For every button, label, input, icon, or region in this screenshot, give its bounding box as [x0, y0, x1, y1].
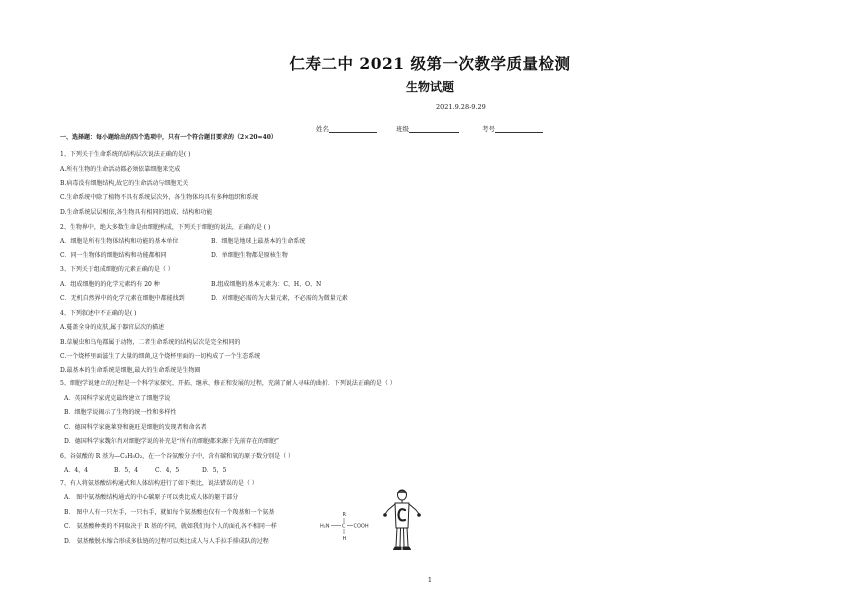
exam-subtitle: 生物试题: [405, 80, 454, 94]
figure-right-leg-inner: [404, 528, 405, 546]
q5-option-b[interactable]: B．细胞学说揭示了生物的统一性和多样性: [64, 409, 177, 416]
q5-stem: 5、细胞学说建立的过程是一个科学家探究、开拓、继承、修正和发展的过程，充满了耐人寻味的曲折．下列说法正确的是（ ）: [60, 380, 396, 387]
name-label: 姓名: [316, 125, 329, 133]
q6-option-c[interactable]: C．4，5: [155, 467, 180, 474]
exam-title: 仁寿二中 2021 级第一次教学质量检测: [289, 54, 571, 73]
figure-right-arm: [409, 504, 419, 514]
q2-option-c[interactable]: C．同一生物体的细胞结构和功能都相同: [60, 252, 167, 259]
q4-stem: 4、下列叙述中不正确的是( ): [60, 310, 137, 317]
q3-option-c[interactable]: C．无机自然界中的化学元素在细胞中都能找到: [60, 295, 185, 302]
figure-left-arm: [385, 504, 395, 514]
formula-h2n-label: H₂N: [320, 523, 330, 530]
name-blank[interactable]: [329, 126, 377, 133]
q1-option-b[interactable]: B.病毒没有细胞结构,故它的生命活动与细胞无关: [60, 180, 189, 187]
q6-option-a[interactable]: A．4，4: [64, 467, 88, 474]
q1-stem: 1、下列关于生命系统的结构层次说法正确的是( ): [60, 151, 191, 158]
exam-no-field[interactable]: [482, 124, 543, 133]
q2-option-d[interactable]: D．单细胞生物都是原核生物: [211, 252, 288, 259]
exam-no-blank[interactable]: [495, 126, 543, 133]
q3-option-d[interactable]: D．对细胞必需的为大量元素，不必需的为微量元素: [211, 295, 348, 302]
q2-option-a[interactable]: A．细胞是所有生物体结构和功能的基本单位: [60, 238, 179, 245]
figure-left-leg-inner: [400, 528, 401, 546]
formula-r-label: R: [342, 512, 346, 518]
figure-left-hand: [384, 514, 387, 517]
figure-left-shoe: [394, 547, 402, 550]
class-blank[interactable]: [409, 126, 459, 133]
figure-left-leg: [396, 528, 397, 546]
q7-option-b[interactable]: B． 图中人有一只左手，一只右手，就如每个氨基酸也仅有一个羧基和一个氨基: [64, 509, 275, 516]
q2-option-b[interactable]: B．细胞是地球上最基本的生命系统: [211, 238, 306, 245]
formula-cooh-label: COOH: [353, 523, 369, 530]
q4-option-a[interactable]: A.蔓盖全身的皮肤,属于器官层次的描述: [60, 324, 165, 331]
q6-option-d[interactable]: D．5，5: [202, 467, 227, 474]
exam-no-label: 考号: [482, 125, 495, 133]
q4-option-b[interactable]: B.草履虫和乌龟都属于动物，二者生命系统的结构层次是完全相同的: [60, 339, 241, 346]
q7-option-c[interactable]: C． 氨基酸种类的不同取决于 R 基的不同，就如我们每个人的面孔各不相同一样: [64, 523, 277, 530]
section-heading: 一、选择题：每小题给出的四个选项中，只有一个符合题目要求的（2×20=40）: [60, 134, 277, 141]
formula-h-label: H: [342, 536, 347, 542]
q7-option-d[interactable]: D． 氨基酸脱水缩合形成多肽链的过程可以类比成人与人手拉手排成队的过程: [64, 538, 269, 545]
class-field[interactable]: [396, 124, 459, 133]
formula-c-label: C: [342, 523, 346, 530]
q6-option-b[interactable]: B．5，4: [114, 467, 139, 474]
q7-option-a[interactable]: A． 图中氨基酸结构通式的中心碳原子可以类比成人体的躯干部分: [64, 494, 239, 501]
q3-stem: 3、下列关于组成细胞的元素正确的是（ ）: [60, 266, 174, 273]
q5-option-d[interactable]: D．德国科学家魏尔肖对细胞学说的补充是“所有的细胞都来源于先前存在的细胞”: [64, 438, 279, 445]
name-field[interactable]: [316, 124, 377, 133]
q4-option-c[interactable]: C.一个烧杯里面滋生了大量的细菌,这个烧杯里面的一切构成了一个生态系统: [60, 353, 261, 360]
human-figure-illustration: [382, 488, 422, 552]
exam-date: 2021.9.28-9.29: [436, 103, 486, 111]
q6-stem: 6、谷氨酸的 R 基为—C₃H₅O₂，在一个谷氨酸分子中，含有碳和氧的原子数分别是（ ）: [60, 453, 295, 460]
figure-right-hand: [418, 514, 421, 517]
q7-stem: 7、有人将氨基酸结构通式和人体结构进行了如下类比，说法错误的是（ ）: [60, 480, 258, 487]
q1-option-d[interactable]: D.生命系统层层相依,各生物具有相同的组成、结构和功能: [60, 209, 213, 216]
q3-option-b[interactable]: B.组成细胞的基本元素为：C、H、O、N: [211, 281, 322, 288]
q5-option-c[interactable]: C．德国科学家施莱登和施旺是细胞的发现者和命名者: [64, 424, 207, 431]
q1-option-c[interactable]: C.生命系统中除了植物不具有系统层次外，各生物体均具有多种组织和系统: [60, 194, 259, 201]
q3-option-a[interactable]: A．组成细胞的的化学元素约有 20 种: [60, 281, 160, 288]
page-number: 1: [427, 576, 433, 584]
q1-option-a[interactable]: A.所有生物的生命活动都必须依靠细胞来完成: [60, 166, 181, 173]
figure-right-shoe: [403, 547, 411, 550]
q5-option-a[interactable]: A．英国科学家虎克最终建立了细胞学说: [64, 395, 171, 402]
amino-acid-formula: [318, 510, 372, 542]
class-label: 班级: [396, 125, 409, 133]
q4-option-d[interactable]: D.最基本的生命系统是细胞,最大的生命系统是生物圈: [60, 367, 201, 374]
figure-torso: [395, 503, 409, 528]
q2-stem: 2、生物界中，绝大多数生命是由细胞构成，下列关于细胞的说法，正确的是 ( ): [60, 224, 271, 231]
figure-right-leg: [407, 528, 408, 546]
